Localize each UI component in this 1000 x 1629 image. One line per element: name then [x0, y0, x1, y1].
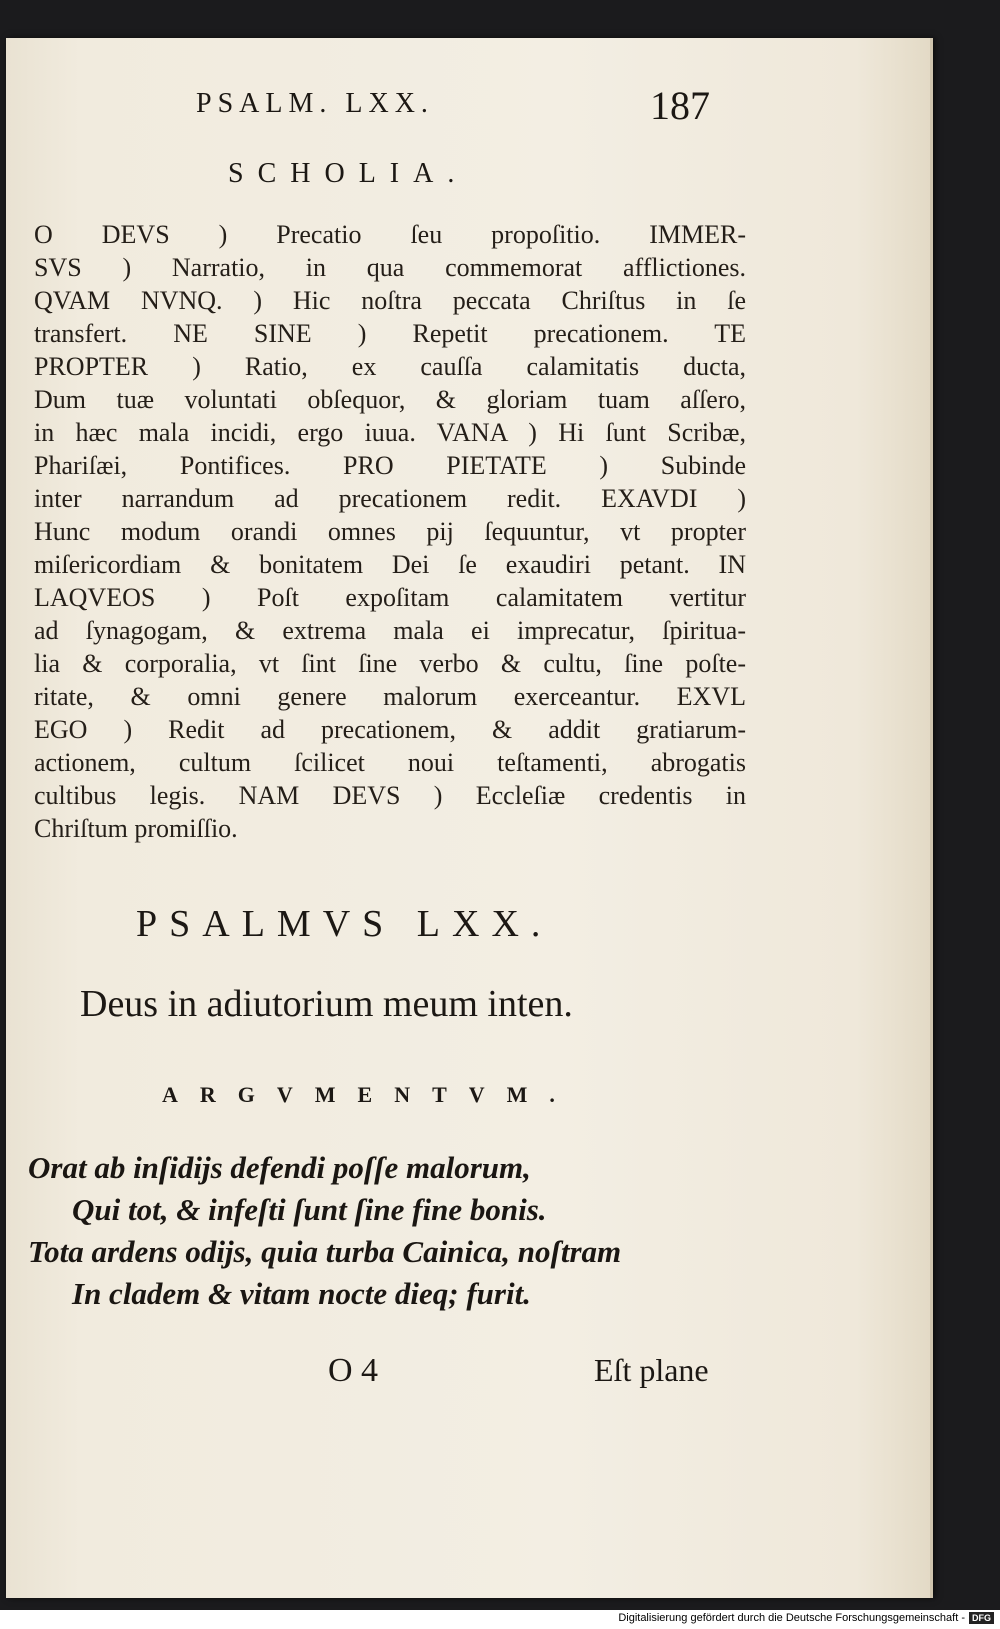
text-line: ad ſynagogam, & extrema mala ei imprecatur, ſpiritua- — [34, 616, 746, 645]
digitization-footer — [618, 1612, 994, 1624]
text-line: transfert. NE SINE ) Repetit precationem. TE — [34, 319, 746, 348]
text-line: Hunc modum orandi omnes pij ſequuntur, vt propter — [34, 517, 746, 546]
text-line: QVAM NVNQ. ) Hic noſtra peccata Chriſtus in ſe — [34, 286, 746, 315]
signature-mark: O 4 — [328, 1352, 379, 1389]
page-number: 187 — [650, 83, 710, 128]
section-heading: SCHOLIA. — [228, 158, 469, 189]
text-line: PROPTER ) Ratio, ex cauſſa calamitatis ducta, — [34, 352, 746, 381]
dfg-logo-icon: DFG — [969, 1612, 994, 1624]
verse-line: Orat ab inſidijs defendi poſſe malorum, — [28, 1150, 531, 1185]
text-line: Chriſtum promiſſio. — [34, 814, 238, 843]
text-line: miſericordiam & bonitatem Dei ſe exaudiri petant. IN — [34, 550, 746, 579]
text-line: Phariſæi, Pontifices. PRO PIETATE ) Subinde — [34, 451, 746, 480]
catchword: Eſt plane — [594, 1352, 709, 1388]
verse-line: Qui tot, & infeſti ſunt ſine fine bonis. — [72, 1192, 547, 1227]
text-line: Dum tuæ voluntati obſequor, & gloriam tuam aſſero, — [34, 385, 746, 414]
text-line: actionem, cultum ſcilicet noui teſtamenti, abrogatis — [34, 748, 746, 777]
psalm-incipit: Deus in adiutorium meum inten. — [80, 983, 573, 1025]
verse-line: In cladem & vitam nocte dieq; furit. — [72, 1276, 531, 1311]
text-line: cultibus legis. NAM DEVS ) Eccleſiæ credentis in — [34, 781, 746, 810]
funding-credit: Digitalisierung gefördert durch die Deutsche Forschungsgemeinschaft - — [618, 1612, 965, 1624]
text-line: O DEVS ) Precatio ſeu propoſitio. IMMER- — [34, 220, 746, 249]
argument-heading: ARGVMENTVM. — [162, 1082, 577, 1107]
text-line: EGO ) Redit ad precationem, & addit gratiarum- — [34, 715, 746, 744]
running-head: PSALM. LXX. — [196, 88, 434, 119]
text-line: lia & corporalia, vt ſint ſine verbo & cultu, ſine poſte- — [34, 649, 746, 678]
psalm-title: PSALMVS LXX. — [136, 903, 553, 945]
text-line: LAQVEOS ) Poſt expoſitam calamitatem vertitur — [34, 583, 746, 612]
text-line: inter narrandum ad precationem redit. EXAVDI ) — [34, 484, 746, 513]
text-line: SVS ) Narratio, in qua commemorat afflictiones. — [34, 253, 746, 282]
text-line: in hæc mala incidi, ergo iuua. VANA ) Hi ſunt Scribæ, — [34, 418, 746, 447]
verse-line: Tota ardens odijs, quia turba Cainica, noſtram — [28, 1234, 622, 1269]
text-line: ritate, & omni genere malorum exerceantur. EXVL — [34, 682, 746, 711]
